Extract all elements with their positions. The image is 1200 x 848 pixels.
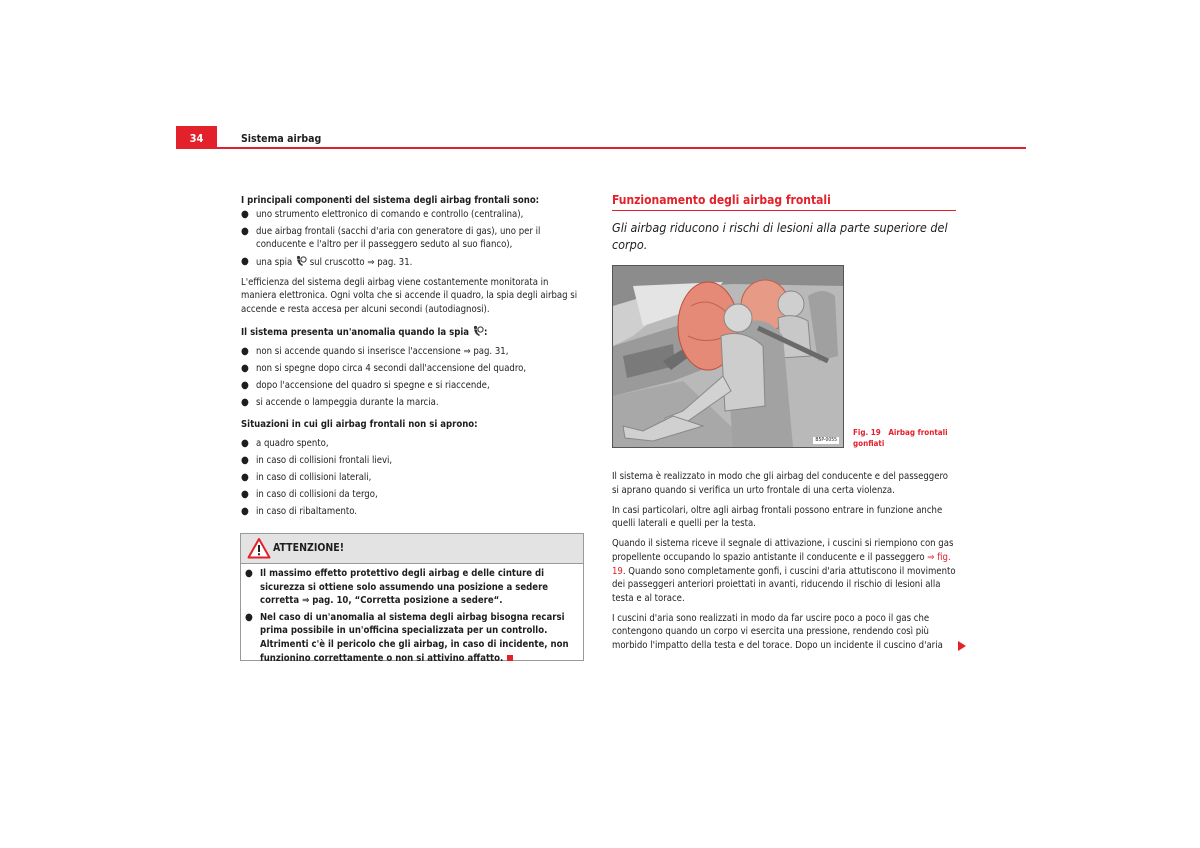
airbag-warning-light-icon — [472, 325, 484, 337]
warning-title: ATTENZIONE! — [273, 542, 345, 554]
bullet-icon: ● — [241, 256, 249, 268]
no-open-title: Situazioni in cui gli airbag frontali non si aprono: — [241, 418, 478, 430]
page-number: 34 — [176, 126, 217, 149]
no-open-list — [241, 437, 585, 519]
body-text: Quando il sistema riceve il segnale di attivazione, i cuscini si riempiono con gas propellente occupando lo spazio antistante il conducente e il passeggero — [612, 538, 954, 563]
list-item-text: dopo l'accensione del quadro si spegne e si riaccende, — [256, 380, 490, 392]
page-ref-text: pag. 10, “Corretta posizione a sedere“. — [312, 595, 503, 607]
warning-text: Il massimo effetto protettivo degli airbag e delle cinture di sicurezza si ottiene solo assumendo una posizione a sedere corretta — [260, 568, 549, 607]
arrow-icon: ⇒ — [463, 346, 471, 358]
bullet-icon: ● — [245, 568, 253, 579]
list-item — [241, 454, 585, 468]
bullet-icon: ● — [241, 363, 249, 375]
list-item — [245, 611, 579, 665]
list-item-text: non si spegne dopo circa 4 secondi dall'accensione del quadro, — [256, 363, 527, 375]
list-item — [241, 345, 585, 359]
list-item — [241, 225, 585, 252]
left-column — [241, 194, 585, 522]
body-paragraph: In casi particolari, oltre agli airbag frontali possono entrare in funzione anche quelli laterali e quelli per la testa. — [612, 504, 943, 530]
body-paragraph: Il sistema è realizzato in modo che gli airbag del conducente e del passeggero si aprano quando si verifica un urto frontale di una certa violenza. — [612, 471, 949, 496]
warning-triangle-icon — [247, 537, 271, 559]
warning-box — [240, 533, 584, 664]
figure-caption-label: Fig. 19 — [853, 428, 881, 437]
body-paragraph — [612, 537, 956, 605]
page-ref-text: pag. 31, — [473, 346, 509, 358]
arrow-icon: ⇒ — [302, 595, 310, 607]
list-item — [241, 396, 585, 410]
bullet-icon: ● — [241, 208, 249, 220]
list-item-text: a quadro spento, — [256, 438, 329, 450]
figure-code: B5P-0055 — [815, 437, 837, 443]
continue-arrow-icon — [958, 641, 966, 651]
bullet-icon: ● — [241, 225, 249, 237]
anomaly-title — [241, 325, 585, 340]
bullet-icon: ● — [241, 489, 249, 501]
warning-list — [245, 567, 579, 665]
anomaly-title-text: Il sistema presenta un'anomalia quando la spia — [241, 326, 470, 338]
bullet-icon: ● — [241, 438, 249, 450]
list-item-text: uno strumento elettronico di comando e controllo (centralina), — [256, 208, 524, 220]
airbag-illustration — [613, 266, 843, 447]
bullet-icon: ● — [241, 472, 249, 484]
list-item-text: sul cruscotto — [309, 257, 365, 269]
efficiency-paragraph: L'efficienza del sistema degli airbag viene costantemente monitorata in maniera elettronica. Ogni volta che si accende il quadro, la spia degli airbag si accende e resta accesa per alcuni secondi (autodiagnosi). — [241, 276, 578, 315]
figure-link[interactable]: ⇒ fig. 19 — [612, 551, 951, 577]
list-item-text: si accende o lampeggia durante la marcia. — [256, 397, 439, 409]
components-title: I principali componenti del sistema degli airbag frontali sono: — [241, 195, 540, 206]
header-section-title: Sistema airbag — [241, 133, 322, 145]
list-item-text: in caso di collisioni da tergo, — [256, 489, 378, 501]
body-text: . Quando sono completamente gonfi, i cuscini d'aria attutiscono il movimento dei passeggeri anteriori proiettati in avanti, riducendo il rischio di lesioni alla testa e al torace. — [612, 565, 956, 604]
list-item-text: una spia — [256, 257, 293, 269]
figure-airbags-illustration — [612, 265, 844, 448]
list-item-text: non si accende quando si inserisce l'accensione — [256, 346, 461, 358]
list-item — [241, 379, 585, 393]
components-list — [241, 208, 585, 270]
list-item — [241, 208, 585, 222]
list-item — [241, 471, 585, 485]
figure-caption-text: Airbag frontali gonfiati — [853, 428, 948, 448]
lead-text: Gli airbag riducono i rischi di lesioni alla parte superiore del corpo. — [612, 220, 948, 252]
anomaly-title-colon: : — [484, 326, 488, 338]
bullet-icon: ● — [241, 346, 249, 358]
anomaly-list — [241, 345, 585, 410]
warning-body — [241, 564, 583, 665]
bullet-icon: ● — [241, 380, 249, 392]
list-item — [241, 362, 585, 376]
list-item — [241, 437, 585, 451]
bullet-icon: ● — [245, 611, 253, 623]
list-item — [241, 488, 585, 502]
warning-text: Nel caso di un'anomalia al sistema degli airbag bisogna recarsi prima possibile in un'officina specializzata per un controllo. Altrimenti c'è il pericolo che gli airbag, in caso di incidente, non funzionino correttamente o non si attivino affatto. — [260, 611, 569, 664]
right-column — [612, 192, 956, 253]
arrow-icon: ⇒ — [367, 257, 375, 269]
bullet-icon: ● — [241, 397, 249, 409]
figure-caption — [853, 427, 963, 449]
body-paragraph: I cuscini d'aria sono realizzati in modo da far uscire poco a poco il gas che contengono quando un corpo vi esercita una pressione, rendendo così più morbido l'impatto della testa e del torace. Dopo un incidente il cuscino d'aria — [612, 612, 943, 652]
right-body-text — [612, 470, 956, 659]
list-item — [241, 505, 585, 519]
list-item — [241, 255, 585, 270]
warning-header — [241, 534, 583, 564]
airbag-warning-light-icon — [295, 255, 307, 267]
header-rule — [176, 147, 1026, 149]
bullet-icon: ● — [241, 506, 249, 518]
bullet-icon: ● — [241, 455, 249, 467]
page-ref-text: pag. 31. — [377, 257, 413, 269]
list-item-text: in caso di collisioni laterali, — [256, 472, 372, 484]
section-rule — [612, 210, 956, 211]
page-reference — [463, 346, 508, 357]
list-item — [245, 567, 579, 608]
list-item-text: in caso di collisioni frontali lievi, — [256, 455, 393, 467]
page-reference — [367, 257, 412, 268]
list-item-text: in caso di ribaltamento. — [256, 506, 357, 518]
list-item-text: due airbag frontali (sacchi d'aria con generatore di gas), uno per il conducente e l'altro per il passeggero seduto al suo fianco), — [256, 225, 541, 251]
section-title: Funzionamento degli airbag frontali — [612, 193, 831, 207]
end-marker-icon — [507, 655, 513, 661]
